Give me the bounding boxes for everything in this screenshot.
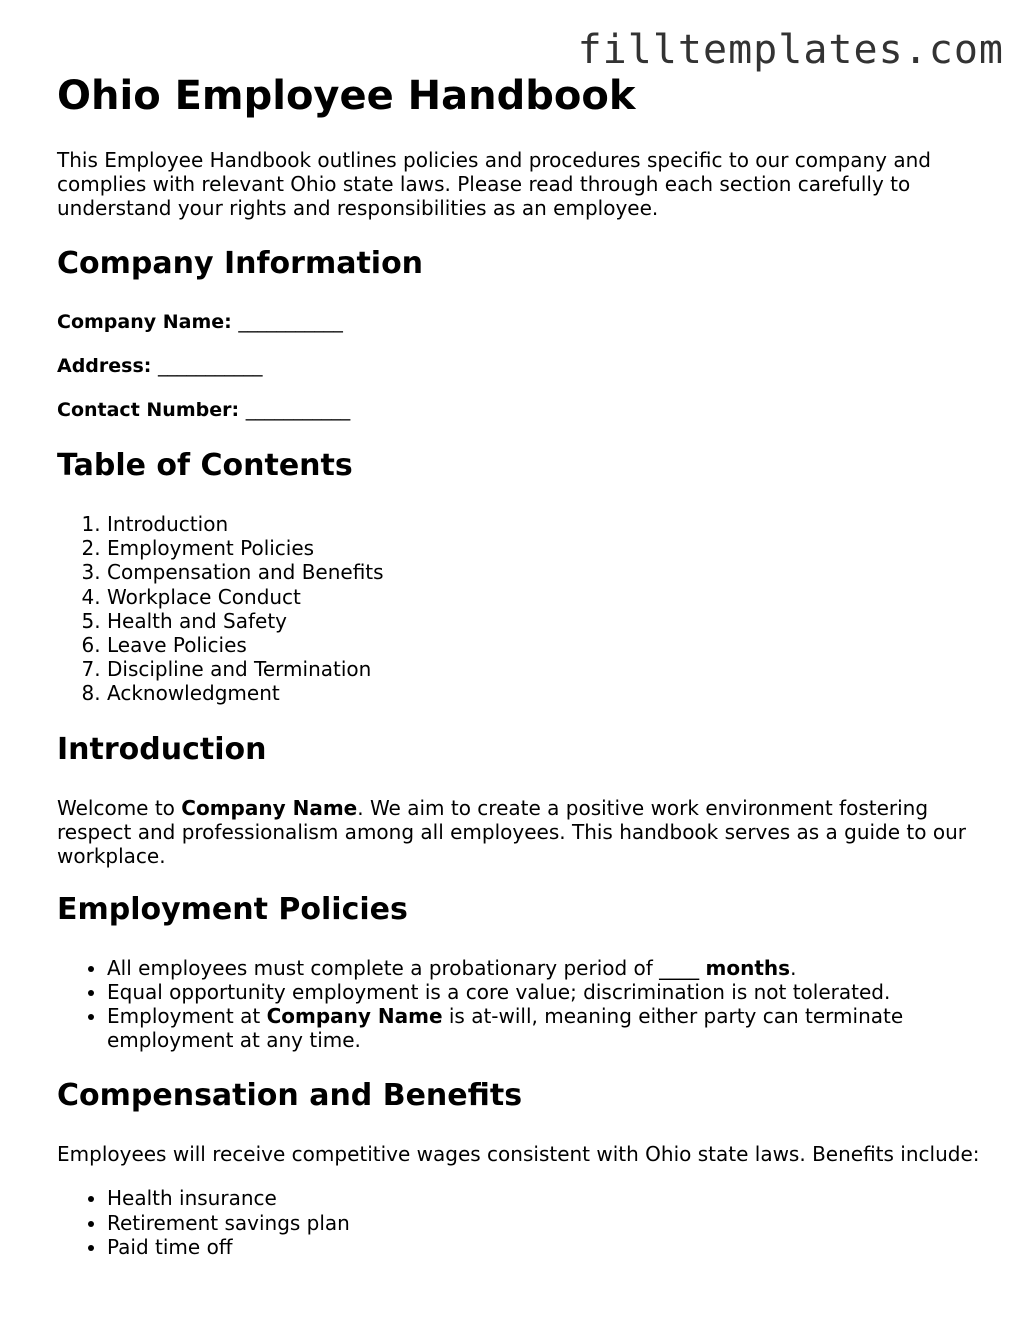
watermark: filltemplates.com bbox=[577, 27, 1004, 73]
policy-probation-months: months bbox=[705, 955, 791, 980]
policy-item-probation bbox=[107, 956, 987, 980]
employment-policies-heading: Employment Policies bbox=[57, 891, 408, 927]
policy-probation-text: All employees must complete a probationary period of ____ bbox=[107, 955, 706, 980]
compensation-heading: Compensation and Benefits bbox=[57, 1078, 523, 1114]
policy-item-equal-opportunity: • Equal opportunity employment is a core value; discrimination is not tolerated. bbox=[107, 980, 987, 1004]
toc-item: 7. Discipline and Termination bbox=[107, 657, 987, 681]
introduction-company-name: Company Name bbox=[181, 795, 358, 820]
policy-at-will-company-name: Company Name bbox=[266, 1004, 443, 1029]
policy-at-will-after: is at-will, meaning either party can terminate employment at any time. bbox=[107, 1004, 904, 1053]
toc-item: 1. Introduction bbox=[107, 512, 987, 536]
address-blank: ___________ bbox=[158, 355, 263, 377]
toc-list bbox=[57, 512, 987, 706]
contact-number-field bbox=[57, 398, 987, 422]
address-label: Address: bbox=[57, 355, 152, 377]
company-info-heading: Company Information bbox=[57, 246, 424, 281]
toc-item: 6. Leave Policies bbox=[107, 633, 987, 657]
introduction-paragraph bbox=[57, 796, 987, 868]
policy-probation-end: . bbox=[790, 955, 797, 980]
introduction-heading: Introduction bbox=[57, 731, 267, 767]
introduction-text-before: Welcome to bbox=[57, 795, 182, 820]
toc-heading: Table of Contents bbox=[57, 448, 353, 483]
policy-item-at-will bbox=[107, 1004, 987, 1052]
toc-item: 2. Employment Policies bbox=[107, 536, 987, 560]
introduction-text-after: . We aim to create a positive work environment fostering respect and professionalism among all employees. This handbook serves as a guide to our workplace. bbox=[57, 795, 966, 868]
document-page bbox=[57, 72, 987, 1285]
company-name-label: Company Name: bbox=[57, 311, 232, 333]
toc-item: 8. Acknowledgment bbox=[107, 681, 987, 705]
toc-item: 5. Health and Safety bbox=[107, 609, 987, 633]
contact-number-blank: ___________ bbox=[245, 399, 351, 421]
document-title: Ohio Employee Handbook bbox=[57, 73, 636, 119]
company-name-blank: ___________ bbox=[238, 311, 343, 333]
contact-number-label: Contact Number: bbox=[57, 399, 240, 421]
policy-at-will-before: Employment at bbox=[107, 1004, 267, 1029]
benefit-item: • Paid time off bbox=[107, 1235, 987, 1259]
intro-paragraph: This Employee Handbook outlines policies and procedures specific to our company and complies with relevant Ohio state laws. Please read through each section carefully to understand your rights and responsibilities as an employee. bbox=[57, 148, 931, 220]
toc-item: 4. Workplace Conduct bbox=[107, 585, 987, 609]
compensation-paragraph: Employees will receive competitive wages consistent with Ohio state laws. Benefits include: bbox=[57, 1142, 980, 1167]
benefits-list bbox=[57, 1186, 987, 1259]
toc-item: 3. Compensation and Benefits bbox=[107, 560, 987, 584]
company-name-field bbox=[57, 310, 987, 334]
benefit-item: • Health insurance bbox=[107, 1186, 987, 1210]
benefit-item: • Retirement savings plan bbox=[107, 1211, 987, 1235]
employment-policies-list bbox=[57, 956, 987, 1053]
address-field bbox=[57, 354, 987, 378]
